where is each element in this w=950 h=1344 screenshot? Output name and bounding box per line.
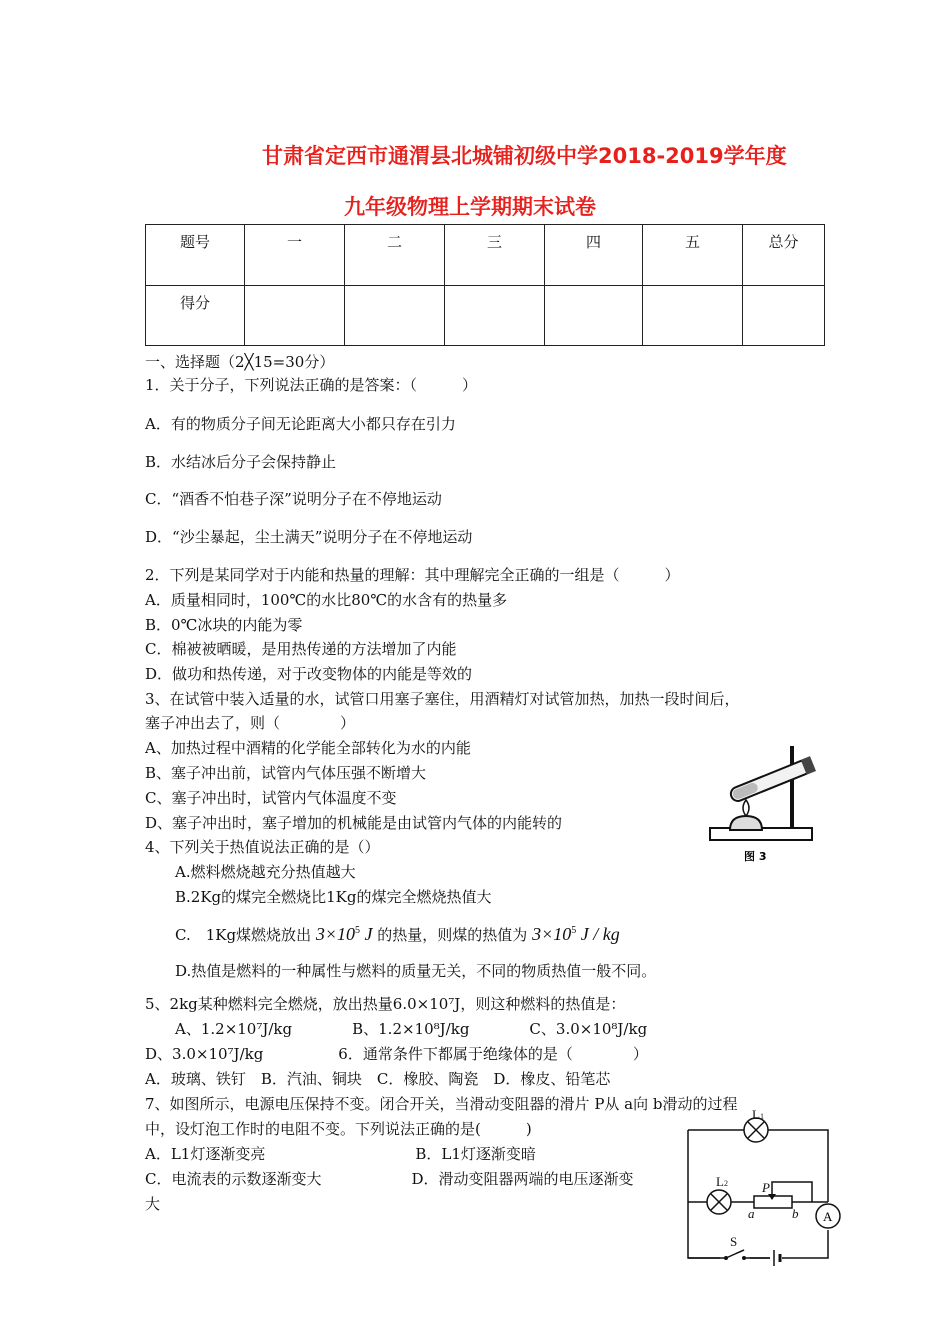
circuit-left-wire	[688, 1130, 770, 1258]
score-cell	[445, 285, 545, 346]
score-cell	[345, 285, 445, 346]
switch-s	[688, 1250, 770, 1263]
exam-title-line2: 九年级物理上学期期末试卷	[344, 195, 596, 219]
question-2: 2．下列是某同学对于内能和热量的理解：其中理解完全正确的一组是（ ）	[145, 566, 680, 584]
question-1-option-c: C．“酒香不怕巷子深”说明分子在不停地运动	[145, 490, 442, 508]
question-2-option-c: C．棉被被晒暖，是用热传递的方法增加了内能	[145, 640, 457, 658]
question-3-option-a: A、加热过程中酒精的化学能全部转化为水的内能	[145, 739, 471, 757]
question-2-option-d: D．做功和热传递，对于改变物体的内能是等效的	[145, 665, 473, 683]
score-header-cell: 三	[445, 225, 545, 286]
circuit-top-wire-right	[768, 1130, 828, 1202]
option-c-middle: 的热量，则煤的热值为	[377, 926, 528, 944]
label-s: S	[730, 1234, 738, 1249]
score-cell	[743, 285, 825, 346]
score-header-cell: 五	[643, 225, 743, 286]
option-c-prefix: C. 1Kg煤燃烧放出	[175, 926, 312, 944]
formula-unit: J / kg	[580, 924, 620, 944]
score-header-cell: 题号	[146, 225, 245, 286]
label-a: a	[748, 1206, 755, 1221]
label-l2: L2	[716, 1174, 728, 1189]
score-header-cell: 二	[345, 225, 445, 286]
question-4-option-b: B.2Kg的煤完全燃烧比1Kg的煤完全燃烧热值大	[175, 888, 492, 906]
question-5-option-d-and-question-6: D、3.0×10⁷J/kg 6．通常条件下都属于绝缘体的是（ ）	[145, 1045, 648, 1063]
question-3-option-d: D、塞子冲出时，塞子增加的机械能是由试管内气体的内能转的	[145, 814, 563, 832]
question-3-option-b: B、塞子冲出前，试管内气体压强不断增大	[145, 764, 427, 782]
score-header-cell: 一	[245, 225, 345, 286]
question-1-option-b: B．水结冰后分子会保持静止	[145, 453, 337, 471]
question-6-options: A．玻璃、铁钉 B．汽油、铜块 C．橡胶、陶瓷 D．橡皮、铅笔芯	[145, 1070, 611, 1088]
score-cell	[545, 285, 643, 346]
question-1: 1．关于分子，下列说法正确的是答案：（ ）	[145, 376, 478, 394]
question-1-option-d: D．“沙尘暴起，尘土满天”说明分子在不停地运动	[145, 528, 473, 546]
question-4-option-d: D.热值是燃料的一种属性与燃料的质量无关，不同的物质热值一般不同。	[175, 962, 657, 980]
heat-value-formula	[532, 924, 620, 944]
section-heading: 一、选择题（2╳15=30分）	[145, 353, 335, 371]
question-5-options-abc: A、1.2×10⁷J/kg B、1.2×10⁸J/kg C、3.0×10⁸J/kg	[175, 1020, 648, 1038]
ammeter	[816, 1204, 840, 1228]
test-tube	[728, 756, 816, 804]
score-header-cell: 总分	[743, 225, 825, 286]
score-row-label: 得分	[146, 285, 245, 346]
ammeter-label: A	[823, 1209, 833, 1224]
question-7-options-ab: A．L1灯逐渐变亮 B．L1灯逐渐变暗	[145, 1145, 536, 1163]
label-l1: L1	[752, 1110, 764, 1122]
formula-coefficient: 3×10	[532, 924, 572, 944]
question-3-continued: 塞子冲出去了，则（ ）	[145, 714, 356, 732]
question-4: 4、下列关于热值说法正确的是（）	[145, 838, 380, 856]
formula-unit: J	[364, 924, 373, 944]
question-2-option-a: A．质量相同时，100℃的水比80℃的水含有的热量多	[145, 591, 508, 609]
lamp-l2	[707, 1190, 731, 1214]
exam-title-line1: 甘肃省定西市通渭县北城铺初级中学2018-2019学年度	[262, 144, 787, 168]
lamp-flame	[743, 800, 749, 816]
label-b: b	[792, 1206, 799, 1221]
score-cell	[643, 285, 743, 346]
question-2-option-b: B．0℃冰块的内能为零	[145, 616, 303, 634]
question-7-options-cd: C．电流表的示数逐渐变大 D．滑动变阻器两端的电压逐渐变	[145, 1170, 634, 1188]
question-7: 7、如图所示，电源电压保持不变。闭合开关，当滑动变阻器的滑片 P从 a向 b滑动的过程	[145, 1095, 738, 1113]
battery	[774, 1250, 780, 1266]
question-3: 3、在试管中装入适量的水，试管口用塞子塞住，用酒精灯对试管加热，加热一段时间后，	[145, 690, 740, 708]
question-7-continued: 中，设灯泡工作时的电阻不变。下列说法正确的是( )	[145, 1120, 532, 1138]
question-5: 5、2kg某种燃料完全燃烧，放出热量6.0×10⁷J，则这种燃料的热值是：	[145, 995, 626, 1013]
question-3-option-c: C、塞子冲出时，试管内气体温度不变	[145, 789, 397, 807]
formula-exponent: 5	[571, 925, 577, 936]
question-7-option-d-end: 大	[145, 1195, 161, 1213]
question-1-option-a: A．有的物质分子间无论距离大小都只存在引力	[145, 415, 456, 433]
alcohol-lamp	[730, 816, 762, 830]
question-4-option-c	[175, 919, 620, 947]
score-table	[145, 224, 825, 346]
circuit-diagram	[682, 1110, 842, 1268]
figure-3-caption: 图 3	[744, 850, 767, 863]
score-header-cell: 四	[545, 225, 643, 286]
circuit-bottom-right-wire	[782, 1230, 828, 1258]
heat-amount-formula	[316, 924, 373, 944]
question-4-option-a: A.燃料燃烧越充分热值越大	[175, 863, 356, 881]
figure-3-test-tube-apparatus	[700, 738, 830, 868]
formula-coefficient: 3×10	[315, 924, 356, 944]
score-table-header-row	[146, 225, 825, 286]
score-cell	[245, 285, 345, 346]
label-p: P	[762, 1180, 770, 1195]
formula-exponent: 5	[355, 925, 361, 936]
score-table-score-row	[146, 285, 825, 346]
